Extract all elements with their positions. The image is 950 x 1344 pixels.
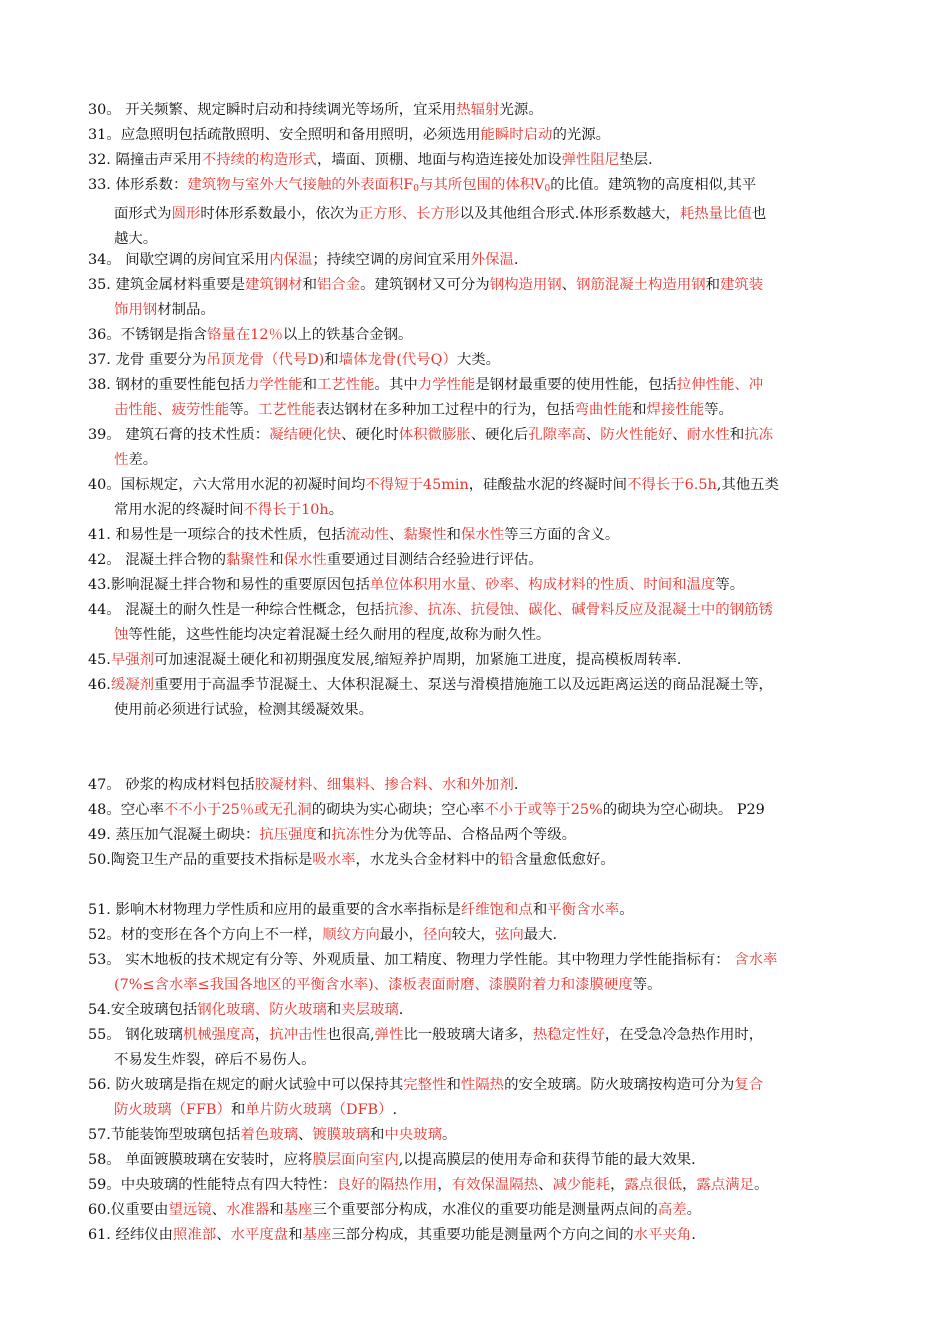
highlighted-term: 吊顶龙骨（代号D) [206, 352, 325, 368]
body-text: 50.陶瓷卫生产品的重要技术指标是 [88, 852, 313, 868]
body-text: 。 [754, 1177, 769, 1193]
body-text: 58。 单面镀膜玻璃在安装时，应将 [88, 1152, 313, 1168]
body-text: 、 [672, 427, 687, 443]
numbered-paragraph [88, 773, 888, 798]
numbered-paragraph [88, 1148, 888, 1173]
body-text: ，硅酸盐水泥的终凝时间 [468, 477, 628, 493]
body-text: 、 [216, 1227, 231, 1243]
body-text: . [513, 777, 519, 793]
highlighted-term: 力学性能 [244, 377, 303, 393]
body-text: 48。空心率 [88, 802, 164, 818]
paragraph-line [88, 98, 888, 123]
body-text: 和 [632, 402, 647, 418]
highlighted-term: 水平夹角 [633, 1227, 692, 1243]
numbered-paragraph [88, 323, 888, 348]
body-text: 和 [705, 277, 720, 293]
body-text: 。 [441, 1127, 457, 1143]
body-text: ，在受急冷急热作用时， [604, 1027, 764, 1043]
paragraph-line [88, 598, 888, 623]
paragraph-line [88, 123, 888, 148]
paragraph-line [88, 648, 888, 673]
body-text: ，墙面、顶棚、地面与构造连接处加设 [316, 152, 562, 168]
body-text: 49. 蒸压加气混凝土砌块： [88, 827, 260, 843]
highlighted-term: 墙体龙骨(代号Q） [338, 352, 457, 368]
highlighted-term: 着色玻璃 [240, 1127, 298, 1143]
highlighted-term: 有效保温隔热 [451, 1177, 539, 1193]
body-text: 45. [88, 652, 111, 668]
body-text: 光源。 [499, 102, 543, 118]
highlighted-term: 防火玻璃（FFB） [114, 1102, 231, 1118]
highlighted-term: 性隔热 [460, 1077, 505, 1093]
numbered-paragraph [88, 123, 888, 148]
body-text: 55。 钢化玻璃 [88, 1027, 183, 1043]
highlighted-term: 不得长于10h [243, 502, 329, 518]
paragraph-line [88, 573, 888, 598]
paragraph-line [88, 173, 888, 202]
highlighted-term: 铝合金 [316, 277, 361, 293]
paragraph-line [88, 498, 888, 523]
paragraph-line [88, 348, 888, 373]
highlighted-term: 水准器 [226, 1202, 270, 1218]
body-text: 的比值。建筑物的高度相似,其平 [550, 177, 757, 193]
highlighted-term: 力学性能 [417, 377, 476, 393]
subscript-text: 0 [544, 184, 551, 194]
highlighted-term: 黏聚性 [226, 552, 270, 568]
paragraph-line [88, 298, 888, 323]
highlighted-term: 防火性能好 [600, 427, 673, 443]
body-text: 、 [538, 1177, 553, 1193]
highlighted-term: 复合 [734, 1077, 764, 1093]
body-text: 也很高, [326, 1027, 375, 1043]
numbered-paragraph [88, 473, 888, 523]
body-text: 52。材的变形在各个方向上不一样， [88, 927, 323, 943]
body-text: 最小， [379, 927, 423, 943]
numbered-paragraph [88, 523, 888, 548]
numbered-paragraph [88, 598, 888, 648]
highlighted-term: 中央玻璃 [384, 1127, 442, 1143]
body-text: 和 [316, 827, 332, 843]
highlighted-term: 钢筋混凝土构造用钢 [576, 277, 706, 293]
paragraph-line [88, 773, 888, 798]
highlighted-term: 孔隙率高 [528, 427, 586, 443]
body-text: 。其中 [374, 377, 418, 393]
paragraph-line [88, 1098, 888, 1123]
numbered-paragraph [88, 823, 888, 848]
highlighted-term: 基座 [283, 1202, 313, 1218]
numbered-paragraph [88, 273, 888, 323]
body-text: 的安全玻璃。防火玻璃按构造可分为 [504, 1077, 735, 1093]
numbered-paragraph [88, 98, 888, 123]
highlighted-term: 不得长于6.5h [627, 477, 717, 493]
highlighted-term: 露点满足 [696, 1177, 755, 1193]
body-text: 不易发生炸裂，碎后不易伤人。 [114, 1052, 316, 1068]
body-text: 33. 体形系数： [88, 177, 188, 193]
highlighted-term: 抗压强度 [259, 827, 317, 843]
highlighted-term: 含水率 [734, 952, 778, 968]
numbered-paragraph [88, 898, 888, 923]
body-text: 61. 经纬仪由 [88, 1227, 174, 1243]
numbered-paragraph [88, 148, 888, 173]
numbered-paragraph [88, 948, 888, 998]
body-text: 等。 [715, 577, 745, 593]
highlighted-term: 正方形、长方形 [358, 206, 460, 222]
paragraph-line [88, 1198, 888, 1223]
highlighted-term: 饰用钢 [114, 302, 158, 318]
body-text: 34。 间歇空调的房间宜采用 [88, 252, 270, 268]
paragraph-line [88, 248, 888, 273]
paragraph-line [88, 1048, 888, 1073]
body-text: 和 [302, 277, 317, 293]
highlighted-term: 抗冻 [744, 427, 774, 443]
numbered-paragraph [88, 648, 888, 673]
numbered-paragraph [88, 798, 888, 823]
paragraph-line [88, 798, 888, 823]
numbered-paragraph [88, 423, 888, 473]
body-text: 的砌块为空心砌块。 P29 [602, 802, 765, 818]
body-text: 51. 影响木材物理力学性质和应用的最重要的含水率指标是 [88, 902, 461, 918]
numbered-paragraph [88, 348, 888, 373]
body-text: 等。 [229, 402, 258, 418]
body-text: ,其他五类 [716, 477, 779, 493]
body-text: ，水龙头合金材料中的 [355, 852, 500, 868]
highlighted-term: 钢化玻璃、防火玻璃 [197, 1002, 327, 1018]
highlighted-term: 抗冲击性 [269, 1027, 327, 1043]
highlighted-term: 不不小于25％或无孔洞 [163, 802, 312, 818]
paragraph-line [88, 998, 888, 1023]
body-text: 32. 隔撞击声采用 [88, 152, 202, 168]
highlighted-term: 良好的隔热作用 [336, 1177, 438, 1193]
paragraph-line [88, 548, 888, 573]
body-text: 和 [302, 377, 317, 393]
numbered-paragraph [88, 848, 888, 873]
body-text: ， [254, 1027, 270, 1043]
highlighted-term: 完整性 [403, 1077, 447, 1093]
highlighted-term: 流动性 [345, 527, 389, 543]
highlighted-term: 照准部 [173, 1227, 217, 1243]
body-text: 。建筑钢材又可分为 [360, 277, 490, 293]
highlighted-term: 不小于或等于25% [484, 802, 603, 818]
paragraph-line [88, 202, 888, 227]
numbered-paragraph [88, 923, 888, 948]
body-text: 的光源。 [552, 127, 611, 143]
highlighted-term: 抗渗、抗冻、抗侵蚀、碳化、碱骨料反应及混凝土中的钢筋锈 [384, 602, 773, 618]
highlighted-term: 拉伸性能、冲 [676, 377, 764, 393]
highlighted-term: 膜层面向室内 [312, 1152, 399, 1168]
body-text: ， [682, 1177, 697, 1193]
body-text: 大类。 [456, 352, 501, 368]
highlighted-term: 胶凝材料、细集料、掺合料、水和外加剂 [254, 777, 514, 793]
body-text: 、 [388, 527, 404, 543]
body-text: . [398, 1002, 404, 1018]
body-text: 54.安全玻璃包括 [88, 1002, 198, 1018]
highlighted-term: 建筑装 [720, 277, 764, 293]
paragraph-line [88, 1073, 888, 1098]
body-text: 、 [585, 427, 601, 443]
highlighted-term: 圆形 [171, 206, 201, 222]
body-text: 、 [297, 1127, 313, 1143]
highlighted-term: 不持续的构造形式 [201, 152, 317, 168]
body-text: 垫层. [619, 152, 653, 168]
body-text: 最大. [523, 927, 558, 943]
body-text: 时体形系数最小，依次为 [200, 206, 359, 222]
body-text: 三个重要部分构成，水准仪的重要功能是测量两点间的 [312, 1202, 658, 1218]
body-text: 和 [369, 1127, 385, 1143]
body-text: ， [437, 1177, 452, 1193]
highlighted-term: 保水性 [460, 527, 505, 543]
body-text: 和 [269, 1202, 284, 1218]
paragraph-line [88, 698, 888, 723]
highlighted-term: 内保温 [269, 252, 313, 268]
highlighted-term: 缓凝剂 [110, 677, 155, 693]
numbered-paragraph [88, 1073, 888, 1123]
body-text: 。 [328, 502, 344, 518]
numbered-paragraph [88, 1023, 888, 1073]
highlighted-term: 耐水性 [686, 427, 730, 443]
highlighted-term: 工艺性能 [257, 402, 316, 418]
body-text: 57.节能装饰型玻璃包括 [88, 1127, 241, 1143]
body-text: 和 [269, 552, 284, 568]
body-text: 也 [751, 206, 767, 222]
highlighted-term: 弹性 [374, 1027, 404, 1043]
highlighted-term: 黏聚性 [403, 527, 447, 543]
highlighted-term: 铅 [499, 852, 514, 868]
paragraph-line [88, 273, 888, 298]
highlighted-term: 望远镜 [168, 1202, 212, 1218]
body-text: 36。不锈钢是指含 [88, 327, 208, 343]
paragraph-line [88, 923, 888, 948]
numbered-paragraph [88, 1173, 888, 1198]
numbered-paragraph [88, 1223, 888, 1248]
paragraph-line [88, 473, 888, 498]
highlighted-term: 铬量在12％ [207, 327, 283, 343]
body-text: 、 [211, 1202, 227, 1218]
highlighted-term: 建筑钢材 [244, 277, 303, 293]
body-text: 的砌块为实心砌块；空心率 [311, 802, 485, 818]
paragraph-line [88, 373, 888, 398]
body-text: 31。应急照明包括疏散照明、安全照明和备用照明，必须选用 [88, 127, 481, 143]
paragraph-line [88, 398, 888, 423]
highlighted-term: 顺纹方向 [322, 927, 380, 943]
body-text: 60.仪重要由 [88, 1202, 169, 1218]
body-text: 、硬化后 [470, 427, 529, 443]
body-text: 和 [288, 1227, 303, 1243]
body-text: 分为优等品、合格品两个等级。 [374, 827, 577, 843]
highlighted-term: 热辐射 [456, 102, 500, 118]
paragraph-line [88, 423, 888, 448]
paragraph-line [88, 523, 888, 548]
highlighted-term: 高差 [657, 1202, 687, 1218]
body-text: 46. [88, 677, 111, 693]
body-text: 等。 [632, 977, 662, 993]
numbered-paragraph [88, 998, 888, 1023]
highlighted-term: 体积微膨胀 [398, 427, 471, 443]
numbered-paragraph [88, 573, 888, 598]
body-text: 41. 和易性是一项综合的技术性质，包括 [88, 527, 346, 543]
highlighted-term: 击性能、疲劳性能 [114, 402, 230, 418]
highlighted-term: 单位体积用水量、砂率、构成材料的性质、时间和温度 [369, 577, 716, 593]
highlighted-term: 性 [114, 452, 129, 468]
body-text: ；持续空调的房间宜采用 [312, 252, 471, 268]
highlighted-term: 单片防火玻璃（DFB） [245, 1102, 393, 1118]
numbered-paragraph [88, 248, 888, 273]
body-text: 42。 混凝土拌合物的 [88, 552, 227, 568]
highlighted-term: 与其所包围的体积V [419, 177, 545, 193]
body-text: 面形式为 [114, 206, 172, 222]
numbered-paragraph [88, 373, 888, 423]
body-text: 39。 建筑石膏的技术性质： [88, 427, 270, 443]
paragraph-line [88, 848, 888, 873]
body-text: 以上的铁基合金钢。 [282, 327, 413, 343]
paragraph-line [88, 623, 888, 648]
body-text: . [392, 1102, 398, 1118]
highlighted-term: 径向 [422, 927, 452, 943]
body-text: 和 [729, 427, 745, 443]
body-text: 等三方面的含义。 [504, 527, 620, 543]
highlighted-term: 蚀 [114, 627, 129, 643]
paragraph-line [88, 673, 888, 698]
paragraph-line [88, 1123, 888, 1148]
highlighted-term: 夹层玻璃 [341, 1002, 399, 1018]
highlighted-term: 弦向 [494, 927, 524, 943]
body-text: 38. 钢材的重要性能包括 [88, 377, 245, 393]
body-text: 和 [324, 352, 339, 368]
highlighted-term: 基座 [302, 1227, 332, 1243]
highlighted-term: 外保温 [470, 252, 514, 268]
body-text: 40。国标规定，六大常用水泥的初凝时间均 [88, 477, 366, 493]
body-text: 越大。 [114, 231, 158, 247]
highlighted-term: 早强剂 [110, 652, 155, 668]
paragraph-line [88, 948, 888, 973]
highlighted-term: (7%≤含水率≤我国各地区的平衡含水率)、漆板表面耐磨、漆膜附着力和漆膜硬度 [114, 977, 633, 993]
highlighted-term: 焊接性能 [646, 402, 705, 418]
body-text: 常用水泥的终凝时间 [114, 502, 244, 518]
body-text: 等。 [704, 402, 733, 418]
highlighted-term: 镀膜玻璃 [312, 1127, 370, 1143]
highlighted-term: 机械强度高 [182, 1027, 255, 1043]
paragraph-line [88, 898, 888, 923]
highlighted-term: 弹性阻尼 [561, 152, 620, 168]
body-text: 材制品。 [157, 302, 215, 318]
numbered-paragraph [88, 1123, 888, 1148]
highlighted-term: 工艺性能 [316, 377, 375, 393]
highlighted-term: 凝结硬化快 [269, 427, 342, 443]
highlighted-term: 平衡含水率 [547, 902, 620, 918]
highlighted-term: 钢构造用钢 [489, 277, 562, 293]
numbered-paragraph [88, 673, 888, 723]
body-text: 三部分构成，其重要功能是测量两个方向之间的 [331, 1227, 634, 1243]
body-text: 。 [686, 1202, 702, 1218]
body-text: 等性能，这些性能均决定着混凝土经久耐用的程度,故称为耐久性。 [128, 627, 551, 643]
body-text: 较大， [451, 927, 495, 943]
body-text: 以及其他组合形式.体形系数越大， [459, 206, 680, 222]
body-text: 和 [326, 1002, 342, 1018]
paragraph-line [88, 1148, 888, 1173]
paragraph-line [88, 973, 888, 998]
body-text: 和 [446, 527, 461, 543]
body-text: 44。 混凝土的耐久性是一种综合性概念，包括 [88, 602, 385, 618]
subscript-text: 0 [413, 184, 420, 194]
numbered-paragraph [88, 173, 888, 252]
paragraph-line [88, 148, 888, 173]
body-text: 47。 砂浆的构成材料包括 [88, 777, 255, 793]
highlighted-term: 建筑物与室外大气接触的外表面积F [187, 177, 414, 193]
highlighted-term: 热稳定性好 [532, 1027, 605, 1043]
body-text: 含量愈低愈好。 [513, 852, 615, 868]
body-text: 35. 建筑金属材料重要是 [88, 277, 245, 293]
highlighted-term: 弯曲性能 [574, 402, 633, 418]
highlighted-term: 吸水率 [312, 852, 356, 868]
body-text: 37. 龙骨 重要分为 [88, 352, 207, 368]
highlighted-term: 不得短于45min [365, 477, 469, 493]
highlighted-term: 耗热量比值 [679, 206, 752, 222]
numbered-paragraph [88, 1198, 888, 1223]
body-text: 重要用于高温季节混凝土、大体积混凝土、泵送与滑模措施施工以及远距离运送的商品混凝土等， [154, 677, 773, 693]
paragraph-line [88, 323, 888, 348]
body-text: ,以提高膜层的使用寿命和获得节能的最大效果. [398, 1152, 696, 1168]
paragraph-line [88, 1023, 888, 1048]
body-text: 和 [230, 1102, 246, 1118]
body-text: 是钢材最重要的使用性能，包括 [475, 377, 677, 393]
body-text: 和 [446, 1077, 461, 1093]
body-text: 30。 开关频繁、规定瞬时启动和持续调光等场所，宜采用 [88, 102, 457, 118]
body-text: . [691, 1227, 696, 1243]
highlighted-term: 水平度盘 [230, 1227, 289, 1243]
body-text: 可加速混凝土硬化和初期强度发展,缩短养护周期，加紧施工进度，提高模板周转率. [154, 652, 682, 668]
paragraph-line [88, 823, 888, 848]
body-text: 重要通过目测结合经验进行评估。 [326, 552, 543, 568]
body-text: 。 [619, 902, 634, 918]
highlighted-term: 保水性 [283, 552, 327, 568]
paragraph-line [88, 448, 888, 473]
highlighted-term: 抗冻性 [331, 827, 375, 843]
body-text: 比一般玻璃大诸多， [403, 1027, 533, 1043]
body-text: 56. 防火玻璃是指在规定的耐火试验中可以保持其 [88, 1077, 404, 1093]
body-text: 使用前必须进行试验，检测其缓凝效果。 [114, 702, 374, 718]
highlighted-term: 露点很低 [624, 1177, 683, 1193]
body-text: ， [610, 1177, 625, 1193]
body-text: 59。中央玻璃的性能特点有四大特性： [88, 1177, 337, 1193]
body-text: 53。 实木地板的技术规定有分等、外观质量、加工精度、物理力学性能。其中物理力学性能指标有： [88, 952, 735, 968]
body-text: 、硬化时 [341, 427, 399, 443]
body-text: 差。 [128, 452, 158, 468]
highlighted-term: 能瞬时启动 [480, 127, 553, 143]
body-text: 、 [561, 277, 577, 293]
highlighted-term: 纤维饱和点 [460, 902, 533, 918]
paragraph-line [88, 1223, 888, 1248]
highlighted-term: 减少能耗 [552, 1177, 611, 1193]
body-text: 43.影响混凝土拌合物和易性的重要原因包括 [88, 577, 370, 593]
numbered-paragraph [88, 548, 888, 573]
paragraph-line [88, 1173, 888, 1198]
body-text: 表达钢材在多种加工过程中的行为，包括 [315, 402, 575, 418]
body-text: . [513, 252, 519, 268]
body-text: 和 [532, 902, 548, 918]
